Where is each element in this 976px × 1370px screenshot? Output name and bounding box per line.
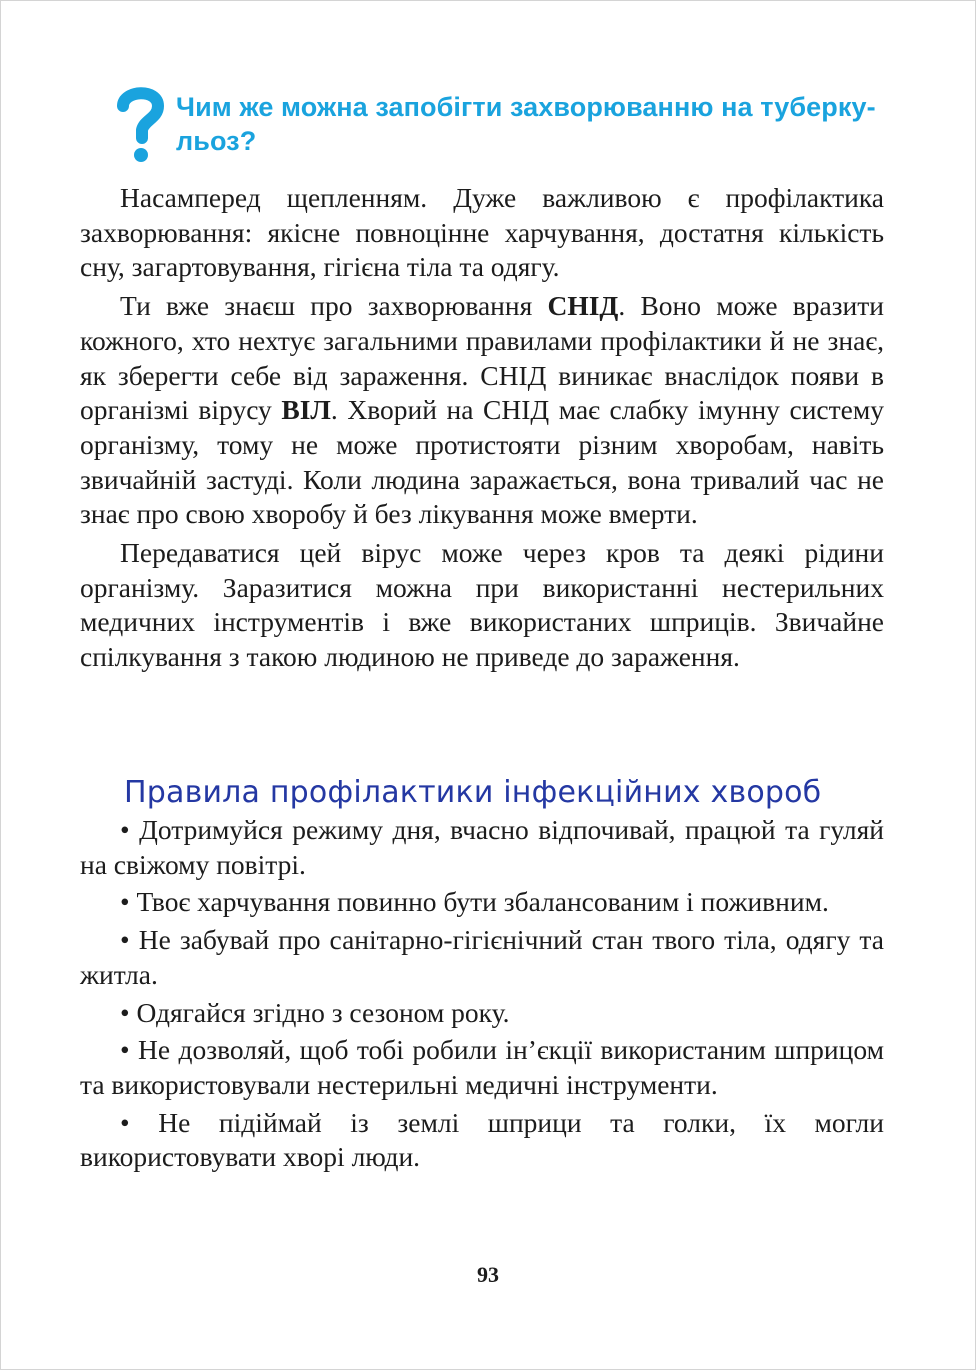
paragraph-2 (80, 289, 884, 532)
question-heading (176, 90, 886, 158)
rule-item: • Не дозволяй, щоб тобі робили ін’єкції використаним шприцом та використовували нестерильні медичні інструменти. (80, 1034, 884, 1100)
paragraph-2-text-c: . Хворий на СНІД має слабку імунну систему організму, тому не може протистояти різним хворобам, навіть звичайній застуді. Коли людина заражається, вона тривалий час не знає про свою хворобу й без лікування може вмерти. (80, 394, 885, 530)
question-mark-icon (114, 84, 166, 164)
term-snid: СНІД (547, 290, 619, 322)
paragraph-1: Насамперед щепленням. Дуже важливою є профілактика захворювання: якісне повноцінне харчування, достатня кількість сну, загартовування, гігієна тіла та одягу. (80, 182, 884, 283)
intro-text (80, 181, 884, 675)
question-line-2: льоз? (176, 126, 257, 156)
paragraph-3: Передаватися цей вірус може через кров та деякі рідини організму. Заразитися можна при використанні нестерильних медичних інструментів і вже використаних шприців. Звичайне спілкування з такою людиною не приведе до зараження. (80, 537, 884, 673)
page-number: 93 (477, 1262, 499, 1287)
paragraph-2-text-a: Ти вже знаєш про захворювання (120, 290, 548, 322)
question-line-1: Чим же можна запобігти захворюванню на туберку- (176, 92, 876, 122)
term-vil: ВІЛ (281, 394, 331, 426)
question-block (114, 84, 894, 164)
rule-item: • Дотримуйся режиму дня, вчасно відпочивай, працюй та гуляй на свіжому повітрі. (80, 814, 884, 880)
rules-list (80, 813, 884, 1175)
rule-item: • Твоє харчування повинно бути збалансованим і поживним. (120, 886, 829, 918)
rule-item: • Не підіймай із землі шприци та голки, їх могли використовувати хворі люди. (80, 1106, 884, 1173)
section-heading: Правила профілактики інфекційних хвороб (124, 775, 822, 810)
paragraph-2-text-b: . Воно може вразити кожного, хто нехтує загальними правилами профілактики й не знає, як зберегти себе від зараження. СНІД виникає внаслідок появи в організмі вірусу (80, 290, 884, 426)
rule-item: • Не забувай про санітарно-гігієнічний стан твого тіла, одягу та житла. (80, 924, 884, 990)
rule-item: • Одягайся згідно з сезоном року. (120, 996, 510, 1028)
